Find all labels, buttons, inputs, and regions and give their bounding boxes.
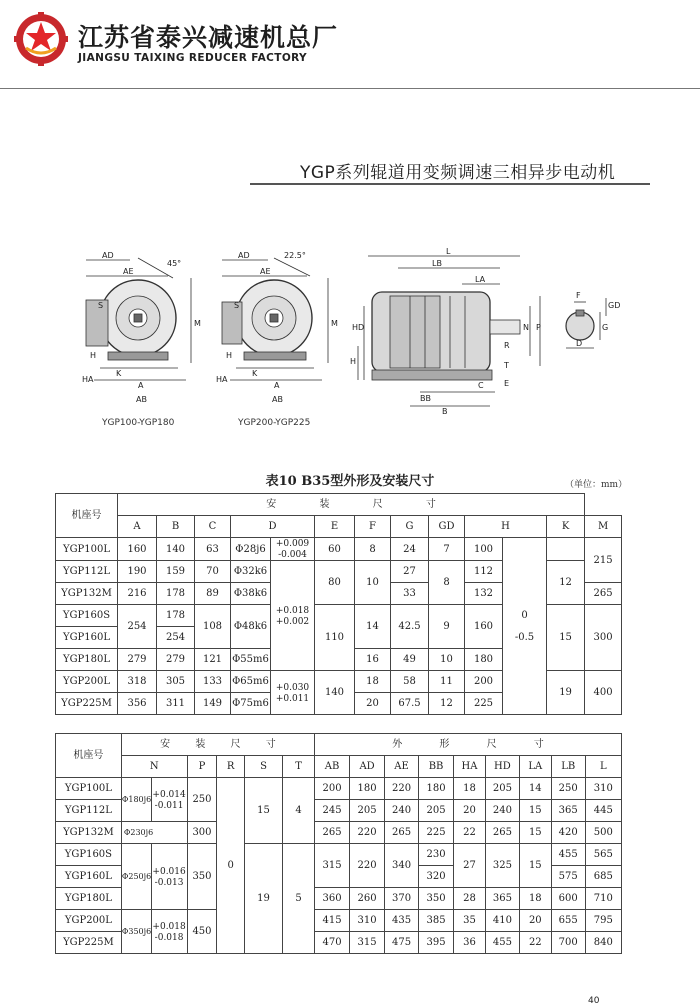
drawing-side-view	[350, 246, 550, 416]
label-p: P	[536, 323, 541, 332]
label-lb: LB	[432, 259, 442, 268]
label-bb: BB	[420, 394, 431, 403]
table-row: YGP160S Φ250j6 +0.016 -0.013 350 19 5 315 220 340 230 27 325 15 455 565	[56, 844, 622, 866]
label-k: K	[252, 369, 258, 378]
company-name-cn: 江苏省泰兴减速机总厂	[78, 23, 339, 52]
col-k: K	[547, 516, 585, 538]
company-name-en: JIANGSU TAIXING REDUCER FACTORY	[78, 52, 308, 64]
table-row: YGP225M 356 311 149 Φ75m6 20 67.5 12 225	[56, 693, 622, 715]
table-row: YGP200L 318 305 133 Φ65m6 +0.030 +0.011 140 18 58 11 200 19 400	[56, 671, 622, 693]
table-row: YGP160L 254	[56, 627, 622, 649]
table-row: YGP132M 216 178 89 Φ38k6 33 132 265	[56, 583, 622, 605]
label-ab: AB	[272, 395, 283, 404]
label-ab: AB	[136, 395, 147, 404]
table-row: YGP100L Φ180j6 +0.014 -0.011 250 0 15 4 200 180 220 180 18 205 14 250 310	[56, 778, 622, 800]
caption-left: YGP100-YGP180	[102, 418, 175, 428]
column-header-row: N P R S T AB AD AE BB HA HD LA LB L	[56, 756, 622, 778]
label-a: A	[274, 381, 280, 390]
unit-note: （单位：mm）	[565, 480, 628, 490]
outline-group-header: 外 形 尺 寸	[315, 734, 622, 756]
label-s: S	[98, 301, 104, 310]
frame-header: 机座号	[56, 494, 118, 538]
group-header: 安 装 尺 寸	[118, 494, 585, 516]
label-hd: HD	[352, 323, 365, 332]
label-c: C	[478, 381, 484, 390]
header-divider	[0, 88, 700, 89]
label-g: G	[602, 323, 609, 332]
label-la: LA	[475, 275, 486, 284]
col-h: H	[465, 516, 547, 538]
table-row: YGP112L 190 159 70 Φ32k6 +0.018 +0.002 80 10 27 8 112 12	[56, 561, 622, 583]
label-m: M	[331, 319, 338, 328]
drawing-shaft-section	[558, 288, 621, 358]
label-ae: AE	[123, 267, 134, 276]
company-logo	[14, 12, 68, 66]
col-d: D	[231, 516, 315, 538]
label-h: H	[90, 351, 97, 360]
table-header-row	[56, 734, 622, 756]
col-e: E	[315, 516, 355, 538]
series-title: YGP系列辊道用变频调速三相异步电动机	[300, 163, 616, 183]
column-header-row	[56, 516, 622, 538]
label-ad: AD	[102, 251, 114, 260]
label-k: K	[116, 369, 122, 378]
label-ae: AE	[260, 267, 271, 276]
label-angle: 45°	[167, 259, 182, 268]
label-b: B	[442, 407, 448, 416]
col-c: C	[195, 516, 231, 538]
label-ha: HA	[216, 375, 228, 384]
label-d: D	[576, 339, 583, 348]
label-r: R	[504, 341, 510, 350]
drawing-front-large	[212, 248, 347, 408]
label-l: L	[446, 247, 451, 256]
col-a: A	[118, 516, 157, 538]
outline-dimensions-table	[55, 733, 622, 954]
label-h: H	[350, 357, 357, 366]
table-header-row	[56, 494, 622, 516]
col-f: F	[355, 516, 391, 538]
label-ha: HA	[82, 375, 94, 384]
label-e: E	[504, 379, 510, 388]
label-n: N	[523, 323, 529, 332]
table-row: YGP225M 470 315 475 395 36 455 22 700 840	[56, 932, 622, 954]
table-row: YGP132M Φ230j6 300 265 220 265 225 22 265 15 420 500	[56, 822, 622, 844]
install-group-header: 安 装 尺 寸	[121, 734, 314, 756]
page-header	[0, 0, 700, 80]
label-h: H	[226, 351, 233, 360]
col-gd: GD	[429, 516, 465, 538]
col-m: M	[585, 516, 622, 538]
label-t: T	[504, 361, 509, 370]
col-g: G	[391, 516, 429, 538]
table-row: YGP160S 254 178 108 Φ48k6 110 14 42.5 9 160 15 300	[56, 605, 622, 627]
install-dimensions-table	[55, 493, 622, 715]
drawing-front-small	[78, 248, 208, 408]
table-row: YGP112L 245 205 240 205 20 240 15 365 445	[56, 800, 622, 822]
table-row: YGP100L 160 140 63 Φ28j6 +0.009 -0.004 60 8 24 7 100 0 -0.5 215	[56, 538, 622, 561]
col-b: B	[157, 516, 195, 538]
caption-middle: YGP200-YGP225	[238, 418, 311, 428]
table-row: YGP200L Φ350j6 +0.018 -0.018 450 415 310 435 385 35 410 20 655 795	[56, 910, 622, 932]
page-number: 40	[588, 996, 600, 1006]
label-f: F	[576, 291, 581, 300]
table-title: 表10 B35型外形及安装尺寸	[265, 474, 435, 489]
series-title-rule	[250, 183, 650, 185]
table-row: YGP180L 279 279 121 Φ55m6 16 49 10 180	[56, 649, 622, 671]
label-s: S	[234, 301, 240, 310]
table-row: YGP180L 360 260 370 350 28 365 18 600 710	[56, 888, 622, 910]
label-gd: GD	[608, 301, 621, 310]
label-m: M	[194, 319, 201, 328]
label-angle: 22.5°	[284, 251, 306, 260]
frame-header: 机座号	[56, 734, 122, 778]
label-ad: AD	[238, 251, 250, 260]
table-row: YGP160L 320 575 685	[56, 866, 622, 888]
label-a: A	[138, 381, 144, 390]
